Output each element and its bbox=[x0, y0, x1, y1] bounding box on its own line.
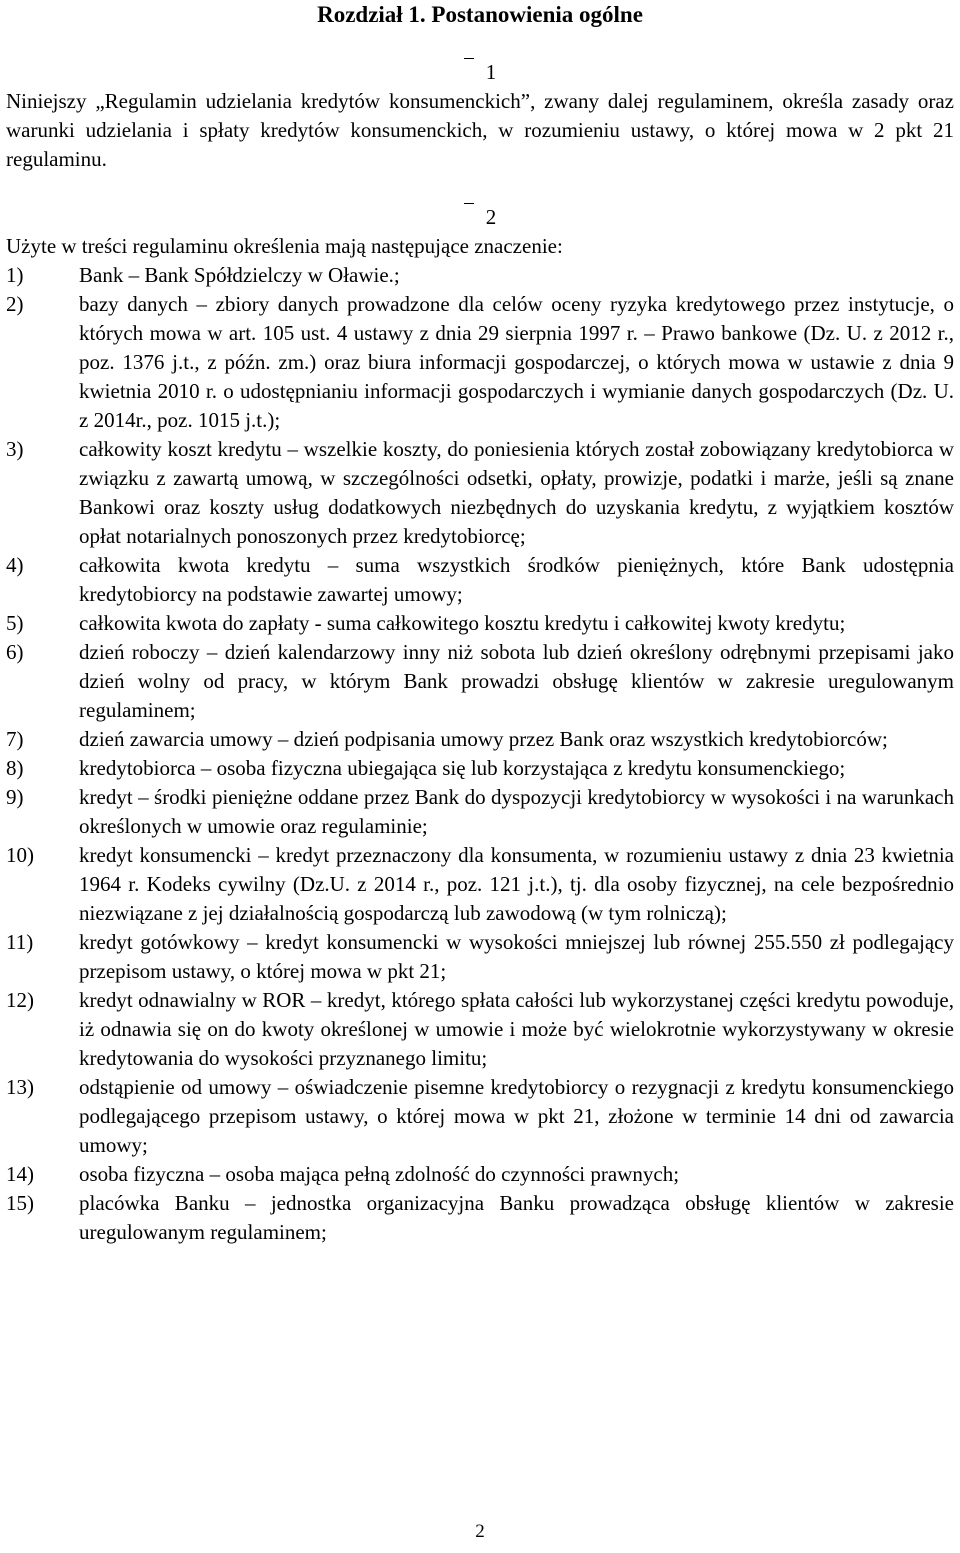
definitions-intro: Użyte w treści regulaminu określenia mają następujące znaczenie: bbox=[6, 234, 563, 258]
definition-number: 15) bbox=[6, 1191, 34, 1215]
definition-item bbox=[6, 609, 954, 638]
definition-text: odstąpienie od umowy – oświadczenie pisemne kredytobiorcy o rezygnacji z kredytu konsumenckiego podlegającego przepisom ustawy, o której mowa w pkt 21, złożone w terminie 14 dni od zawarcia umowy; bbox=[79, 1075, 954, 1157]
definition-text: kredyt konsumencki – kredyt przeznaczony dla konsumenta, w rozumieniu ustawy z dnia 23 kwietnia 1964 r. Kodeks cywilny (Dz.U. z 2014 r., poz. 121 j.t.), tj. dla osoby fizycznej, na cele bezpośrednio niezwiązane z jej działalnością gospodarczą lub zawodową (w tym rolniczą); bbox=[79, 843, 954, 925]
definition-number: 9) bbox=[6, 785, 24, 809]
definition-number: 13) bbox=[6, 1075, 34, 1099]
definition-text: dzień roboczy – dzień kalendarzowy inny niż sobota lub dzień określony odrębnymi przepisami jako dzień wolny od pracy, w którym Bank prowadzi obsługę klientów w zakresie uregulowanym regulaminem; bbox=[79, 640, 954, 722]
definition-text: bazy danych – zbiory danych prowadzone dla celów oceny ryzyka kredytowego przez instytucje, o których mowa w art. 105 ust. 4 ustawy z dnia 29 sierpnia 1997 r. – Prawo bankowe (Dz. U. z 2012 r., poz. 1376 j.t., z późn. zm.) oraz biura informacji gospodarczej, o których mowa w ustawie z dnia 9 kwietnia 2010 r. o udostępnianiu informacji gospodarczych i wymianie danych gospodarczych (Dz. U. z 2014r., poz. 1015 j.t.); bbox=[79, 292, 954, 432]
section-number: 2 bbox=[485, 205, 497, 229]
definition-text: Bank – Bank Spółdzielczy w Oławie.; bbox=[79, 263, 400, 287]
section-number: 1 bbox=[485, 60, 497, 84]
definition-text: całkowita kwota kredytu – suma wszystkich środków pieniężnych, które Bank udostępnia kredytobiorcy na podstawie zawartej umowy; bbox=[79, 553, 954, 606]
definition-number: 7) bbox=[6, 727, 24, 751]
definition-text: kredytobiorca – osoba fizyczna ubiegająca się lub korzystająca z kredytu konsumenckiego; bbox=[79, 756, 846, 780]
definition-number: 3) bbox=[6, 437, 24, 461]
definition-text: osoba fizyczna – osoba mająca pełną zdolność do czynności prawnych; bbox=[79, 1162, 680, 1186]
definition-item bbox=[6, 290, 954, 435]
definition-number: 6) bbox=[6, 640, 24, 664]
section-1 bbox=[6, 58, 954, 174]
definition-number: 5) bbox=[6, 611, 24, 635]
definition-text: kredyt – środki pieniężne oddane przez Bank do dyspozycji kredytobiorcy w wysokości i na warunkach określonych w umowie oraz regulaminie; bbox=[79, 785, 954, 838]
section-sign-icon bbox=[464, 203, 474, 204]
definition-number: 1) bbox=[6, 263, 24, 287]
definition-item bbox=[6, 1160, 954, 1189]
definition-item bbox=[6, 435, 954, 551]
definition-number: 14) bbox=[6, 1162, 34, 1186]
definition-number: 2) bbox=[6, 292, 24, 316]
definition-item bbox=[6, 1073, 954, 1160]
definition-text: dzień zawarcia umowy – dzień podpisania umowy przez Bank oraz wszystkich kredytobiorców; bbox=[79, 727, 888, 751]
definition-item bbox=[6, 783, 954, 841]
definition-item bbox=[6, 725, 954, 754]
section-sign-icon bbox=[464, 58, 474, 59]
definition-item bbox=[6, 638, 954, 725]
definition-item bbox=[6, 754, 954, 783]
definition-number: 10) bbox=[6, 843, 34, 867]
definition-item bbox=[6, 841, 954, 928]
section-body: Niniejszy „Regulamin udzielania kredytów konsumenckich”, zwany dalej regulaminem, określa zasady oraz warunki udzielania i spłaty kredytów konsumenckich, w rozumieniu ustawy, o której mowa w 2 pkt 21 regulaminu. bbox=[6, 89, 954, 171]
definition-number: 11) bbox=[6, 930, 34, 954]
chapter-title: Rozdział 1. Postanowienia ogólne bbox=[317, 2, 643, 27]
definition-text: całkowita kwota do zapłaty - suma całkowitego kosztu kredytu i całkowitej kwoty kredytu; bbox=[79, 611, 846, 635]
definition-item bbox=[6, 261, 954, 290]
definition-item bbox=[6, 928, 954, 986]
definition-text: całkowity koszt kredytu – wszelkie koszty, do poniesienia których został zobowiązany kredytobiorca w związku z zawartą umową, w szczególności odsetki, opłaty, prowizje, podatki i marże, jeśli są znane Bankowi oraz koszty usług dodatkowych niezbędnych do uzyskania kredytu, z wyjątkiem kosztów opłat notarialnych ponoszonych przez kredytobiorcę; bbox=[79, 437, 954, 548]
section-heading bbox=[6, 58, 954, 87]
definition-item bbox=[6, 1189, 954, 1247]
section-2 bbox=[6, 203, 954, 1247]
definition-number: 8) bbox=[6, 756, 24, 780]
definition-text: kredyt gotówkowy – kredyt konsumencki w wysokości mniejszej lub równej 255.550 zł podlegający przepisom ustawy, o której mowa w pkt 21; bbox=[79, 930, 954, 983]
definition-number: 4) bbox=[6, 553, 24, 577]
definition-number: 12) bbox=[6, 988, 34, 1012]
definition-item bbox=[6, 551, 954, 609]
definition-text: placówka Banku – jednostka organizacyjna Banku prowadząca obsługę klientów w zakresie uregulowanym regulaminem; bbox=[79, 1191, 954, 1244]
definition-text: kredyt odnawialny w ROR – kredyt, którego spłata całości lub wykorzystanej części kredytu powoduje, iż odnawia się on do kwoty określonej w umowie i może być wielokrotnie wykorzystywany w okresie kredytowania do wysokości przyznanego limitu; bbox=[79, 988, 954, 1070]
definitions-list bbox=[6, 261, 954, 1247]
page-number: 2 bbox=[475, 1521, 485, 1542]
definition-item bbox=[6, 986, 954, 1073]
section-heading bbox=[6, 203, 954, 232]
